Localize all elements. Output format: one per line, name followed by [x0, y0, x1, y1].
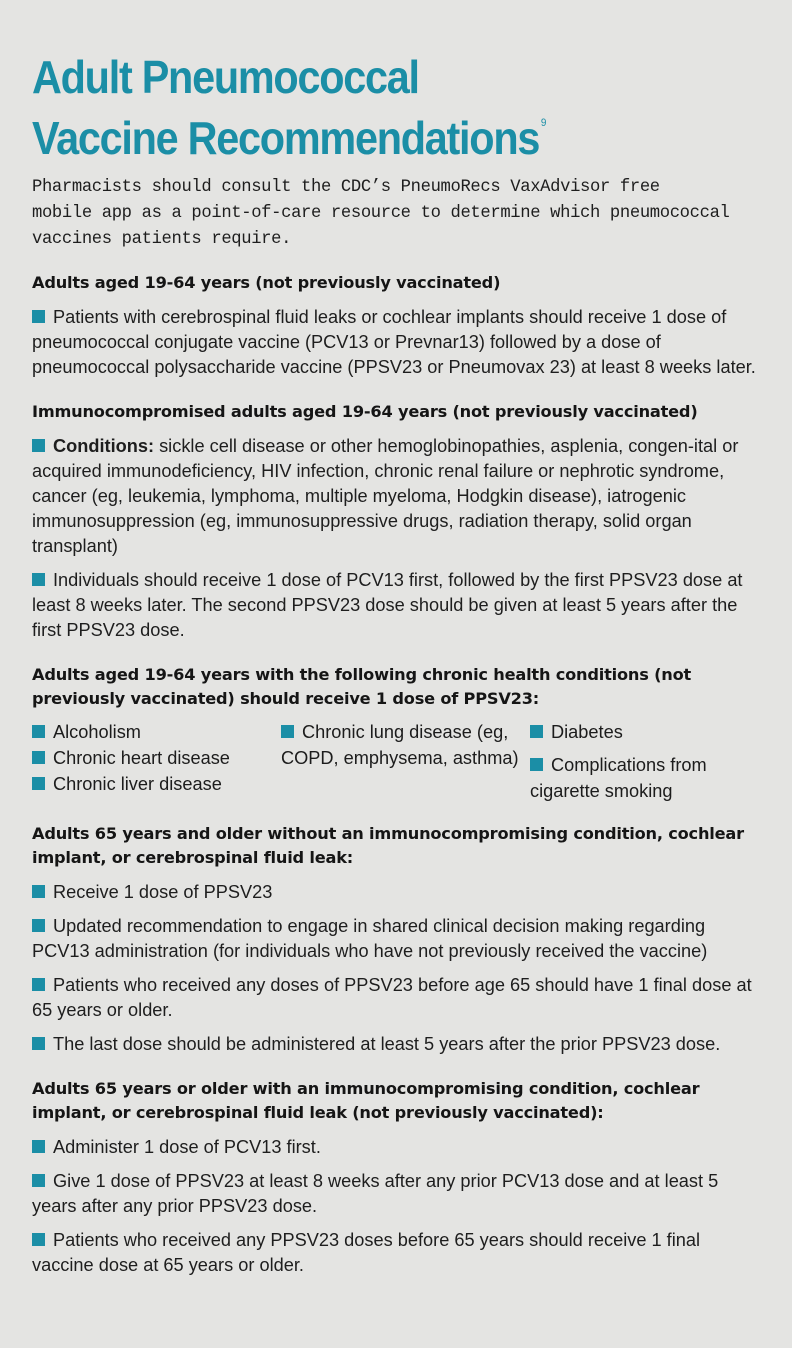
list-item	[32, 771, 281, 797]
list-item	[32, 305, 760, 380]
list-item	[32, 1169, 760, 1219]
list-item	[32, 914, 760, 964]
list-item	[32, 745, 281, 771]
square-bullet-icon	[32, 725, 45, 738]
section-adults-19-64	[32, 271, 760, 380]
conditions-columns	[32, 719, 760, 804]
item-text: Patients with cerebrospinal fluid leaks or cochlear implants should receive 1 dose of pneumococcal conjugate vaccine (PCV13 or Prevnar13) followed by a dose of pneumococcal polysaccharide vaccine (PPSV23 or Pneumovax 23) at least 8 weeks later.	[32, 307, 756, 377]
square-bullet-icon	[32, 573, 45, 586]
item-text: Chronic lung disease (eg, COPD, emphysema, asthma)	[281, 722, 519, 768]
item-text: Individuals should receive 1 dose of PCV13 first, followed by the first PPSV23 dose at least 8 weeks later. The second PPSV23 dose should be given at least 5 years after the first PPSV23 dose.	[32, 570, 743, 640]
item-text: Patients who received any doses of PPSV23 before age 65 should have 1 final dose at 65 years or older.	[32, 975, 752, 1020]
title-line-2	[32, 100, 770, 164]
square-bullet-icon	[32, 751, 45, 764]
section-heading: Adults 65 years and older without an immunocompromising condition, cochlear implant, or cerebrospinal fluid leak:	[32, 824, 744, 867]
title-line-2-text: Vaccine Recommendations	[32, 112, 540, 164]
item-text: Receive 1 dose of PPSV23	[53, 882, 273, 902]
list-item	[281, 719, 530, 771]
conditions-column-2	[281, 719, 530, 804]
item-text: Chronic heart disease	[53, 748, 230, 768]
square-bullet-icon	[32, 777, 45, 790]
section-65-plus-immunocompromised	[32, 1077, 760, 1278]
square-bullet-icon	[530, 758, 543, 771]
item-text: Administer 1 dose of PCV13 first.	[53, 1137, 321, 1157]
list-item	[32, 1228, 760, 1278]
conditions-item	[32, 434, 760, 559]
section-heading: Adults aged 19-64 years with the following chronic health conditions (not previously vaccinated) should receive 1 dose of PPSV23:	[32, 665, 692, 708]
square-bullet-icon	[32, 978, 45, 991]
page-title	[32, 0, 770, 164]
item-text: Patients who received any PPSV23 doses before 65 years should receive 1 final vaccine dose at 65 years or older.	[32, 1230, 701, 1275]
conditions-column-1	[32, 719, 281, 804]
conditions-text: sickle cell disease or other hemoglobinopathies, asplenia, congen-ital or acquired immunodeficiency, HIV infection, chronic renal failure or nephrotic syndrome, cancer (eg, leukemia, lymphoma, multiple myeloma, Hodgkin disease), iatrogenic immunosuppression (eg, immunosuppressive drugs, radiation therapy, solid organ transplant)	[32, 436, 739, 556]
title-line-1: Adult Pneumococcal	[32, 51, 419, 103]
square-bullet-icon	[32, 919, 45, 932]
section-heading: Adults 65 years or older with an immunocompromising condition, cochlear implant, or cerebrospinal fluid leak (not previously vaccinated):	[32, 1079, 700, 1122]
item-text: Updated recommendation to engage in shared clinical decision making regarding PCV13 administration (for individuals who have not previously received the vaccine)	[32, 916, 708, 961]
conditions-column-3	[530, 719, 760, 804]
square-bullet-icon	[32, 310, 45, 323]
section-65-plus-standard	[32, 822, 760, 1057]
item-text: Complications from cigarette smoking	[530, 755, 707, 801]
section-heading: Adults aged 19-64 years (not previously vaccinated)	[32, 273, 501, 292]
footnote-marker: 9	[540, 117, 547, 129]
item-text: Alcoholism	[53, 722, 141, 742]
list-item	[32, 973, 760, 1023]
section-immunocompromised-19-64	[32, 400, 760, 643]
square-bullet-icon	[32, 1174, 45, 1187]
list-item	[32, 719, 281, 745]
conditions-label: Conditions:	[53, 436, 155, 456]
item-text: Chronic liver disease	[53, 774, 222, 794]
section-chronic-conditions	[32, 663, 760, 804]
list-item	[32, 880, 760, 905]
list-item	[32, 1032, 760, 1057]
list-item	[530, 719, 760, 745]
square-bullet-icon	[32, 1140, 45, 1153]
list-item	[32, 1135, 760, 1160]
square-bullet-icon	[32, 1037, 45, 1050]
square-bullet-icon	[32, 439, 45, 452]
item-text: Diabetes	[551, 722, 623, 742]
square-bullet-icon	[32, 885, 45, 898]
item-text: The last dose should be administered at least 5 years after the prior PPSV23 dose.	[53, 1034, 721, 1054]
item-text: Give 1 dose of PPSV23 at least 8 weeks after any prior PCV13 dose and at least 5 years after any prior PPSV23 dose.	[32, 1171, 719, 1216]
list-item	[530, 752, 760, 804]
square-bullet-icon	[281, 725, 294, 738]
list-item	[32, 568, 760, 643]
intro-text: Pharmacists should consult the CDC’s PneumoRecs VaxAdvisor free mobile app as a point-of-care resource to determine which pneumococcal vaccines patients require.	[32, 178, 730, 249]
section-heading: Immunocompromised adults aged 19-64 years (not previously vaccinated)	[32, 402, 698, 421]
square-bullet-icon	[32, 1233, 45, 1246]
square-bullet-icon	[530, 725, 543, 738]
